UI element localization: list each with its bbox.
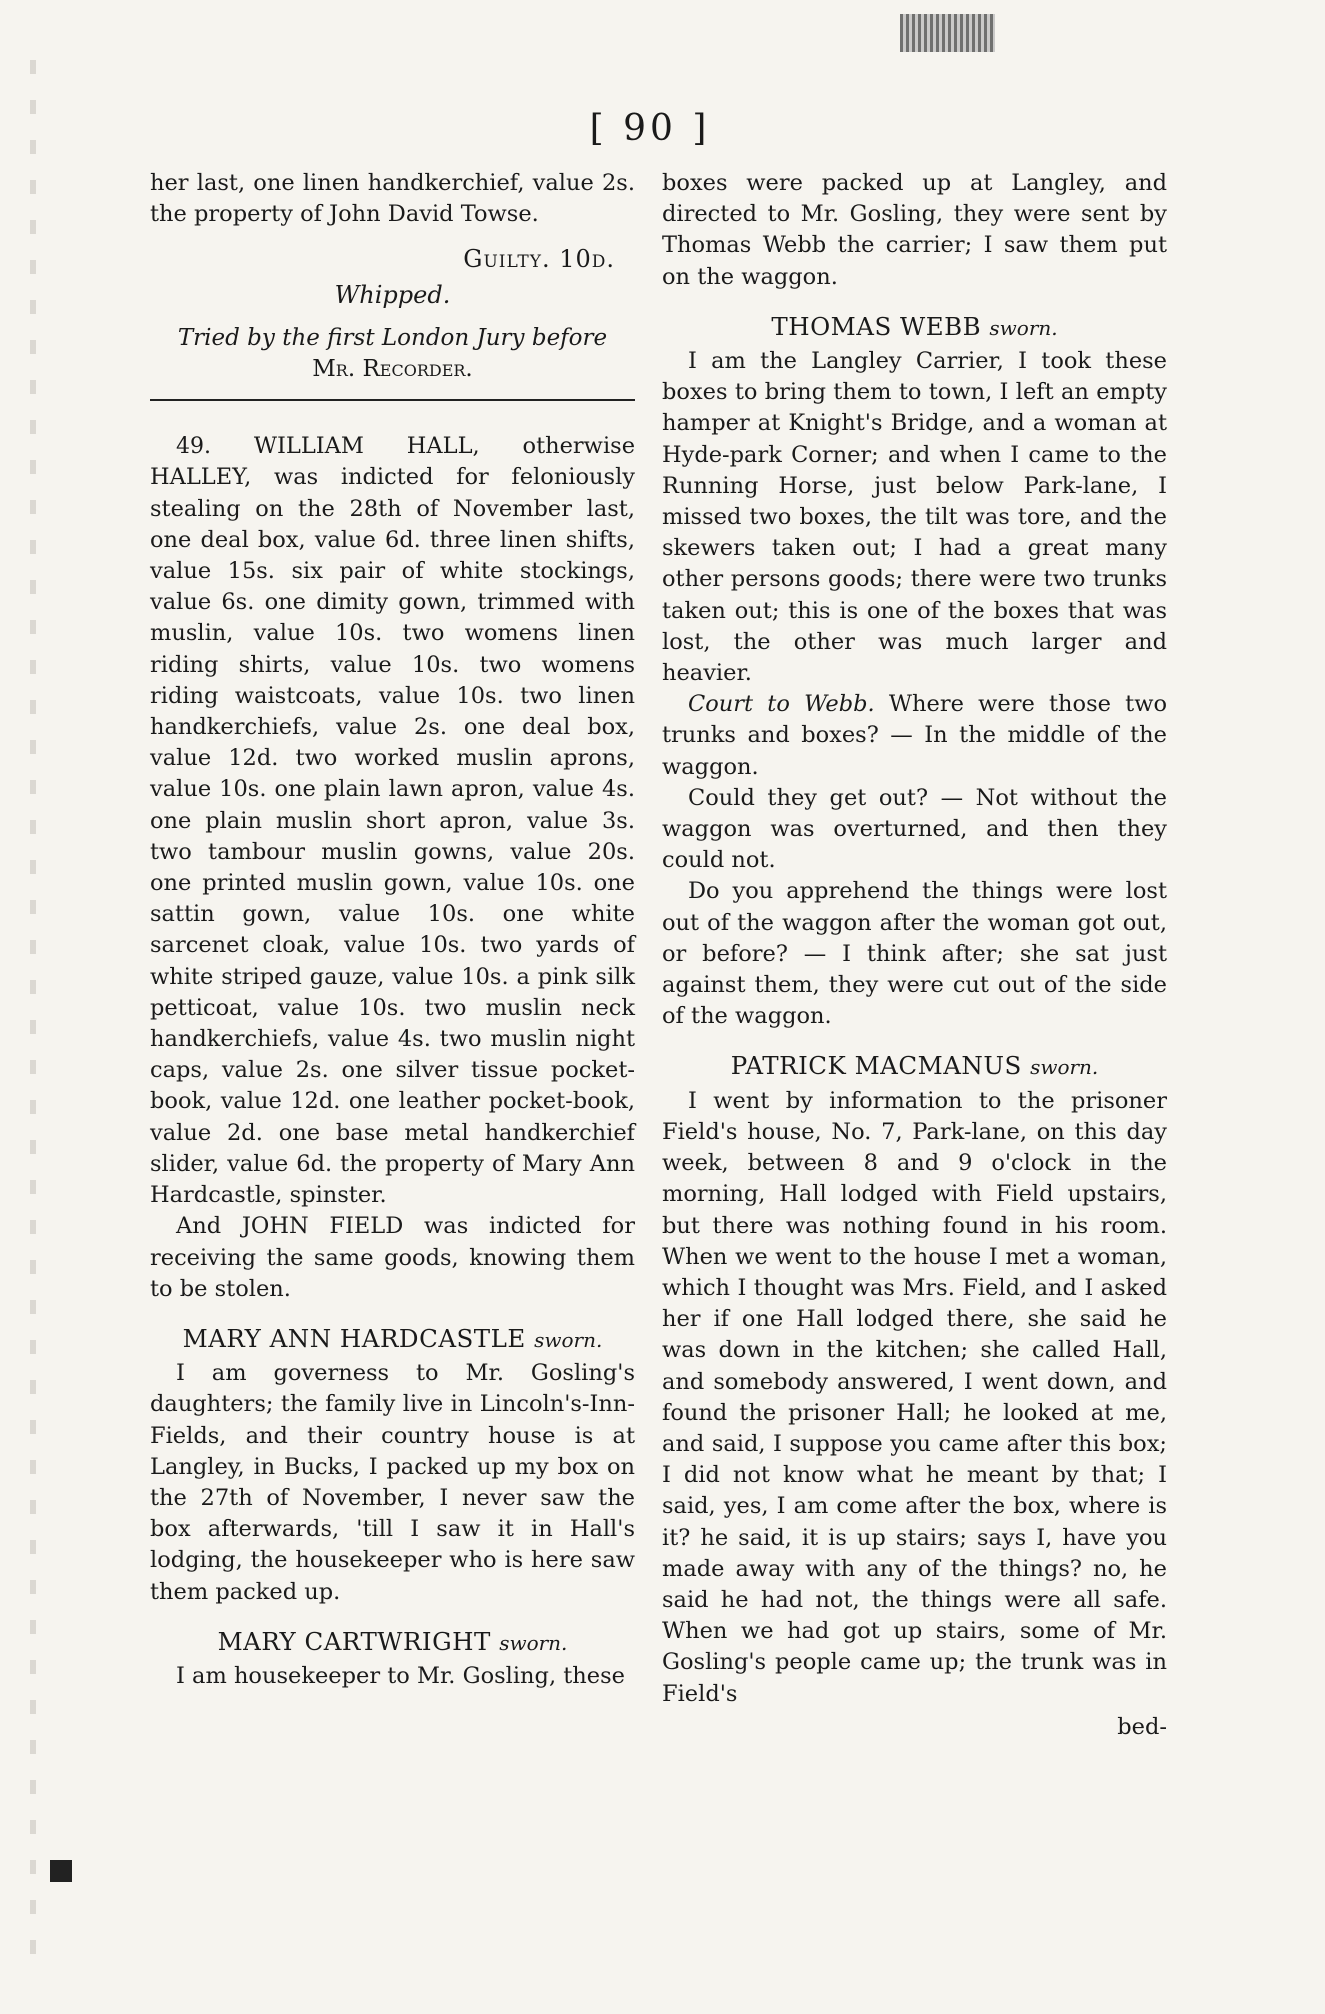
scan-bottom-artifact xyxy=(50,1860,72,1882)
witness-heading-hardcastle xyxy=(150,1323,635,1356)
catchword: bed- xyxy=(1117,1713,1167,1740)
page-number: [ 90 ] xyxy=(589,108,711,149)
left-column xyxy=(150,168,635,1692)
left-opening-text: her last, one linen handkerchief, value 2s. the property of John David Towse. xyxy=(150,170,635,228)
case-entry xyxy=(150,431,635,1211)
witness-testimony-hardcastle: I am governess to Mr. Gosling's daughters; the family live in Lincoln's-Inn-Fields, and their country house is at Langley, in Bucks, I packed up my box on the 27th of November, I never saw the box afterwards, 'till I saw it in Hall's lodging, the housekeeper who is here saw them packed up. xyxy=(150,1360,635,1605)
witness-heading-cartwright xyxy=(150,1626,635,1659)
court-question-text: Where were those two trunks and boxes? — In the middle of the waggon. xyxy=(662,691,1167,780)
tried-judge: Mr. Recorder. xyxy=(312,356,473,383)
witness-name: MARY ANN HARDCASTLE xyxy=(182,1323,526,1353)
witness-name: THOMAS WEBB xyxy=(771,311,982,341)
witness-name: MARY CARTWRIGHT xyxy=(217,1626,491,1656)
sentence: Whipped. xyxy=(334,280,451,309)
section-divider xyxy=(150,399,635,401)
case-number: 49. xyxy=(176,434,211,460)
witness-testimony-cartwright: I am housekeeper to Mr. Gosling, these xyxy=(176,1662,625,1689)
field-indictment: And JOHN FIELD was indicted for receiving the same goods, knowing them to be stolen. xyxy=(150,1213,635,1302)
tried-prefix: Tried by the first London Jury before xyxy=(177,324,608,351)
question-answer: Could they get out? — Not without the waggon was overturned, and then they could not. xyxy=(662,784,1167,874)
witness-heading-webb xyxy=(662,311,1167,344)
question-answer: Do you apprehend the things were lost out of the waggon after the woman got out, or before? — I think after; she sat just against them, they were cut out of the side of the waggon. xyxy=(662,878,1167,1030)
witness-heading-macmanus xyxy=(662,1050,1167,1083)
scan-edge-artifact xyxy=(30,60,36,1960)
tried-by-line xyxy=(150,323,635,385)
sworn-label: sworn. xyxy=(989,315,1058,340)
court-label: Court to Webb. xyxy=(688,691,875,718)
right-column xyxy=(662,168,1167,1743)
case-indictment: WILLIAM HALL, otherwise HALLEY, was indicted for feloniously stealing on the 28th of November last, one deal box, value 6d. three linen shifts, value 15s. six pair of white stockings, value 6s. one dimity gown, trimmed with muslin, value 10s. two womens linen riding shirts, value 10s. two womens riding waistcoats, value 10s. two linen handkerchiefs, value 2s. one deal box, value 12d. two worked muslin aprons, value 10s. one plain lawn apron, value 4s. one plain muslin short apron, value 3s. two tambour muslin gowns, value 20s. one printed muslin gown, value 10s. one sattin gown, value 10s. one white sarcenet cloak, value 10s. two yards of white striped gauze, value 10s. a pink silk petticoat, value 10s. two muslin neck handkerchiefs, value 4s. two muslin night caps, value 2s. one silver tissue pocket-book, value 12d. one leather pocket-book, value 2d. one base metal handkerchief slider, value 6d. the property of Mary Ann Hardcastle, spinster. xyxy=(150,433,636,1209)
sworn-label: sworn. xyxy=(534,1327,603,1352)
sworn-label: sworn. xyxy=(1030,1055,1099,1080)
witness-name: PATRICK MACMANUS xyxy=(730,1051,1022,1081)
verdict: Guilty. 10d. xyxy=(463,245,615,274)
court-question xyxy=(662,689,1167,783)
witness-testimony-macmanus: I went by information to the prisoner Field's house, No. 7, Park-lane, on this day week, between 8 and 9 o'clock in the morning, Hall lodged with Field upstairs, but there was nothing found in his room. When we went to the house I met a woman, which I thought was Mrs. Field, and I asked her if one Hall lodged there, she said he was down in the kitchen; she called Hall, and somebody answered, I went down, and found the prisoner Hall; he looked at me, and said, I suppose you came after this box; I did not know what he meant by that; I said, yes, I am come after the box, where is it? he said, it is up stairs; says I, have you made away with any of the things? no, he said he had not, the things were all safe. When we had got up stairs, some of Mr. Gosling's people came up; the trunk was in Field's xyxy=(662,1087,1167,1707)
witness-testimony-webb: I am the Langley Carrier, I took these boxes to bring them to town, I left an empty hamper at Knight's Bridge, and a woman at Hyde-park Corner; and when I came to the Running Horse, just below Park-lane, I missed two boxes, the tilt was tore, and the skewers taken out; I had a great many other persons goods; there were two trunks taken out; this is one of the boxes that was lost, the other was much larger and heavier. xyxy=(662,348,1167,687)
right-opening-text: boxes were packed up at Langley, and directed to Mr. Gosling, they were sent by Thomas Webb the carrier; I saw them put on the waggon. xyxy=(662,170,1167,290)
scan-corner-artifact xyxy=(900,14,995,52)
sworn-label: sworn. xyxy=(499,1630,568,1655)
